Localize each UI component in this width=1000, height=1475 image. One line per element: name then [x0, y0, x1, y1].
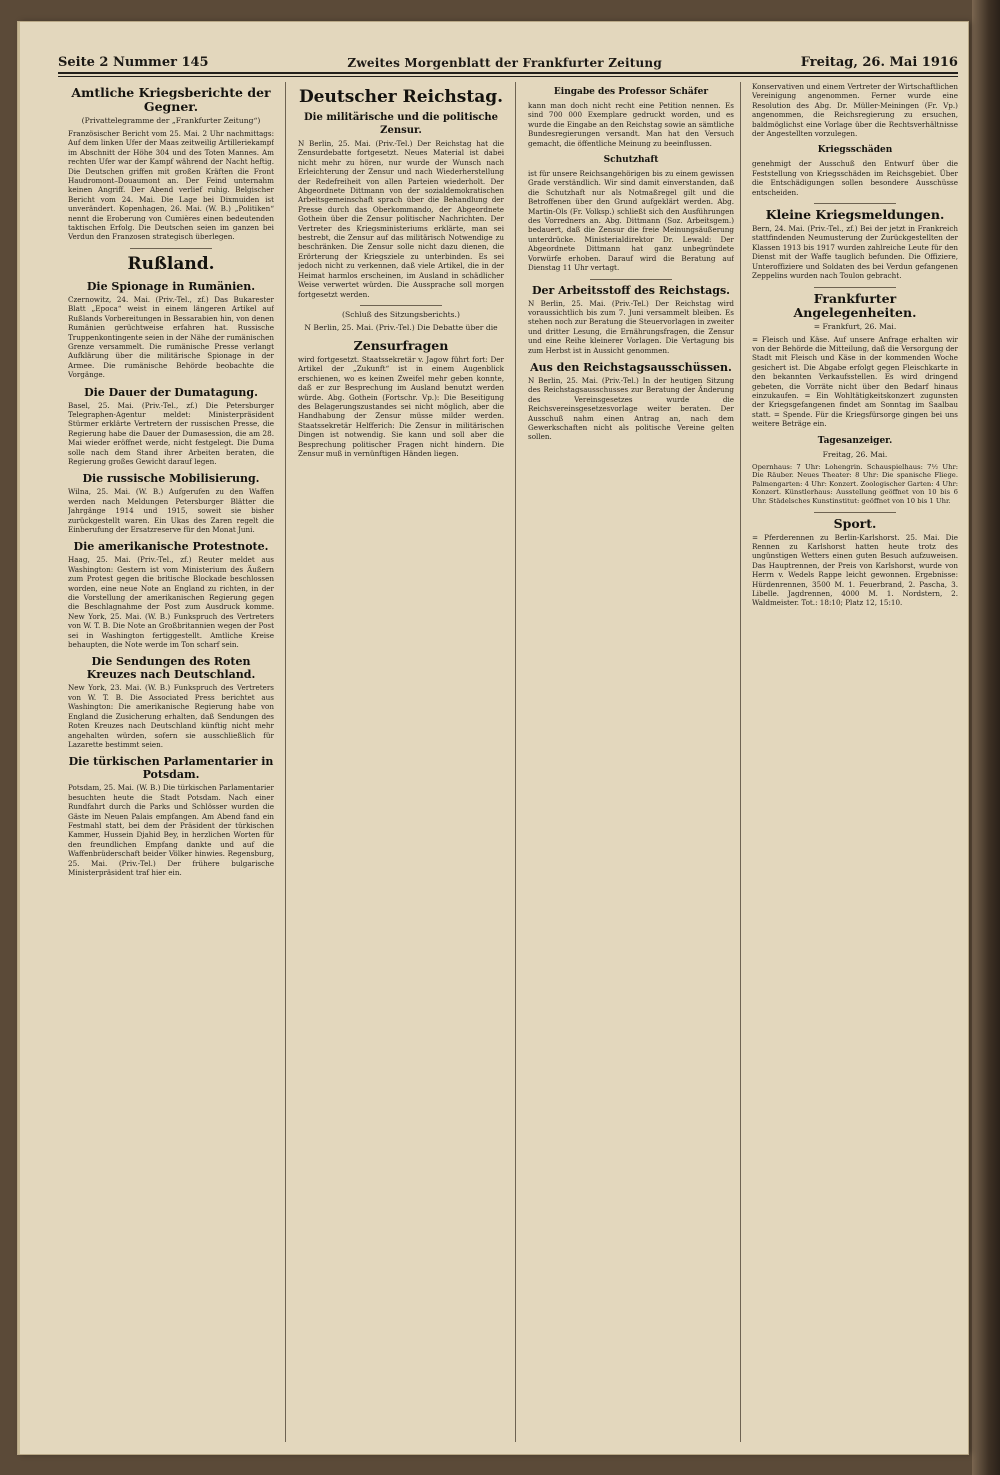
article-heading: Zensurfragen — [353, 337, 449, 353]
article — [68, 655, 274, 749]
article-heading: Schutzhaft — [603, 155, 659, 166]
masthead-rule — [58, 72, 958, 74]
article — [68, 386, 274, 467]
article-separator — [814, 512, 896, 513]
column-divider — [515, 82, 516, 1442]
article-body: kann man doch nicht recht eine Petition nennen. Es sind 700 000 Exemplare gedruckt worden, und es wurde die Eingabe an den Reichstag sowie an sämtliche Bundesregierungen versandt. Man hat den Versuch gemacht, die öffentliche Meinung zu beeinflussen. — [528, 101, 734, 148]
article-heading: Die Spionage in Rumänien. — [86, 279, 256, 293]
article-body: Basel, 25. Mai. (Priv.-Tel., zf.) Die Petersburger Telegraphen-Agentur meldet: Ministerpräsident Stürmer erklärte Vertretern der russischen Presse, die Regierung habe die Dauer der Dumasession, die am 28. Mai wieder eröffnet werde, nicht festgelegt. Die Duma solle nach dem Stand ihrer Arbeiten beraten, die Regierung großes Gewicht darauf legen. — [68, 400, 274, 466]
article-heading: Die amerikanische Protestnote. — [73, 540, 269, 554]
article-body: Czernowitz, 24. Mai. (Priv.-Tel., zf.) Das Bukarester Blatt „Epoca“ weist in einem längeren Artikel auf Rußlands Vorbereitungen in Bessarabien hin, von denen Rumänien gerüchtweise erfahren hat. Russische Truppenkontingente seien in der Nähe der rumänischen Grenze versammelt. Die rumänische Presse verlangt Aufklärung über die militärische Spionage in der Armee. Die rumänische Behörde beobachte die Vorgänge. — [68, 294, 274, 380]
article-body: N Berlin, 25. Mai. (Priv.-Tel.) Der Reichstag wird voraussichtlich bis zum 7. Juni versammelt bleiben. Es stehen noch zur Beratung die Steuervorlagen in zweiter und dritter Lesung, die Ernährungsfragen, die Zensur und eine Reihe kleinerer Vorlagen. Die Vertagung bis zum Herbst ist in Aussicht genommen. — [528, 298, 734, 355]
article — [752, 435, 958, 506]
article-body: Bern, 24. Mai. (Priv.-Tel., zf.) Bei der jetzt in Frankreich stattfindenden Neumusterung der Zurückgestellten der Klassen 1913 bis 1917 wurden zahlreiche Leute für den Dienst mit der Waffe tauglich befunden. Die Offiziere, Unteroffiziere und Soldaten des bei Verdun gefangenen Zeppelins wurden nach Toulon gebracht. — [752, 224, 958, 281]
column-4 — [752, 82, 958, 1442]
article-heading: Frankfurter Angelegenheiten. — [793, 290, 917, 320]
article-body: Opernhaus: 7 Uhr: Lohengrin. Schauspielhaus: 7½ Uhr: Die Räuber. Neues Theater: 8 Uhr: Die spanische Fliege. Palmengarten: 4 Uhr: Konzert. Zoologischer Garten: 4 Uhr: Konzert. Künstlerhaus: Ausstellung geöffnet von 10 bis 6 Uhr. Städelsches Kunstinstitut: geöffnet von 10 bis 1 Uhr. — [752, 462, 958, 505]
article — [752, 82, 958, 138]
article-heading: Die türkischen Parlamentarier in Potsdam. — [68, 755, 274, 782]
article-separator — [130, 248, 212, 249]
edition-label: Zweites Morgenblatt der Frankfurter Zeitung — [347, 56, 662, 70]
article-subheading: = Frankfurt, 26. Mai. — [813, 321, 897, 331]
article-heading: Die Sendungen des Roten Kreuzes nach Deutschland. — [86, 655, 256, 682]
article — [752, 208, 958, 280]
article-heading: Kriegsschäden — [817, 145, 893, 156]
article-heading: Rußland. — [127, 253, 215, 274]
article-body: N Berlin, 25. Mai. (Priv.-Tel.) In der heutigen Sitzung des Reichstagsausschusses zur Beratung der Änderung des Vereinsgesetzes wurde die Reichsvereinsgesetzesvorlage weiter beraten. Der Ausschuß nahm einen Antrag an, nach dem Gewerkschaften nicht als politische Vereine gelten sollen. — [528, 375, 734, 442]
article-separator — [814, 287, 896, 288]
article-body: Wilna, 25. Mai. (W. B.) Aufgerufen zu den Waffen werden nach Meldungen Petersburger Blätter die Jahrgänge 1914 und 1915, soweit sie bisher zurückgestellt waren. Ein Ukas des Zaren regelt die Einberufung der Ersatzreserve für den Monat Juni. — [68, 487, 274, 534]
article-subheading: N Berlin, 25. Mai. (Priv.-Tel.) Die Debatte über die — [304, 322, 498, 332]
article-body: genehmigt der Ausschuß den Entwurf über die Feststellung von Kriegsschäden im Reichsgebiet. Über die Entschädigungen sollen besondere Ausschüsse entscheiden. — [752, 159, 958, 197]
article — [752, 144, 958, 197]
article-body: Französischer Bericht vom 25. Mai. 2 Uhr nachmittags: Auf dem linken Ufer der Maas zeitweilig Artilleriekampf im Abschnitt der Höhe 304 und des Toten Mannes. Am rechten Ufer war der Kampf während der Nacht heftig. Die Deutschen griffen mit großen Kräften die Front Haudromont–Douaumont an. Der Feind unternahm keinen Angriff. Der Abend verlief ruhig. Belgischer Bericht vom 24. Mai. Die Lage bei Dixmuiden ist unverändert. Kopenhagen, 26. Mai. (W. B.) „Politiken“ nennt die Eroberung von Cumières einen bedeutenden taktischen Erfolg. Die Deutschen seien im ganzen bei Verdun den Franzosen strategisch überlegen. — [68, 129, 274, 242]
article-separator — [360, 305, 442, 306]
article — [68, 86, 274, 242]
article-body: = Pferderennen zu Berlin-Karlshorst. 25. Mai. Die Rennen zu Karlshorst hatten heute trotz des ungünstigen Wetters einen guten Besuch aufzuweisen. Das Hauptrennen, der Preis von Karlshorst, wurde von Herrn v. Wedels Rappe leicht gewonnen. Ergebnisse: Hürdenrennen, 3500 M. 1. Feuerbrand, 2. Pascha, 3. Libelle. Jagdrennen, 4000 M. 1. Nordstern, 2. Waldmeister. Tot.: 18:10; Platz 12, 15:10. — [752, 532, 958, 608]
article-body: New York, 23. Mai. (W. B.) Funkspruch des Vertreters von W. T. B. Die Associated Press berichtet aus Washington: Die amerikanische Regierung habe von England die Zusicherung erhalten, daß Sendungen des Roten Kreuzes nach Deutschland künftig nicht mehr angehalten würden, sofern sie ausschließlich für Lazarette bestimmt seien. — [68, 683, 274, 749]
article-heading: Deutscher Reichstag. — [298, 87, 504, 107]
article-heading: Aus den Reichstagsausschüssen. — [530, 360, 732, 374]
article — [68, 755, 274, 877]
page-masthead — [58, 50, 958, 70]
column-3 — [528, 82, 734, 1442]
article-body: = Fleisch und Käse. Auf unsere Anfrage erhalten wir von der Behörde die Mitteilung, daß die Versorgung der Stadt mit Fleisch und Käse in der kommenden Woche gesichert ist. Die Abgabe erfolgt gegen Fleischkarte in den bekannten Verkaufsstellen. Es wird dringend gebeten, die Vorräte nicht über den Bedarf hinaus einzukaufen. = Ein Wohltätigkeitskonzert zugunsten der Kriegsgefangenen findet am Sonntag im Saalbau statt. = Spende. Für die Kriegsfürsorge gingen bei uns weitere Beträge ein. — [752, 334, 958, 429]
article — [752, 292, 958, 429]
article-heading: Die russische Mobilisierung. — [82, 472, 260, 486]
column-2 — [298, 82, 504, 1442]
page-label: Seite 2 Nummer 145 — [58, 55, 209, 70]
article — [528, 86, 734, 148]
article — [528, 361, 734, 442]
article — [68, 255, 274, 274]
masthead-rule-thin — [58, 76, 958, 77]
article-heading: Sport. — [833, 515, 877, 531]
article — [68, 280, 274, 380]
article — [298, 88, 504, 299]
article — [528, 284, 734, 355]
article-subheading: Freitag, 26. Mai. — [822, 449, 888, 459]
article-heading: Kleine Kriegsmeldungen. — [765, 207, 945, 223]
article — [68, 540, 274, 649]
article — [298, 339, 504, 458]
column-1 — [68, 82, 274, 1442]
column-divider — [740, 82, 741, 1442]
article-heading: Der Arbeitsstoff des Reichstags. — [532, 283, 730, 297]
article-heading: Tagesanzeiger. — [817, 435, 893, 446]
article-body: N Berlin, 25. Mai. (Priv.-Tel.) Der Reichstag hat die Zensurdebatte fortgesetzt. Neues Material ist dabei nicht mehr zu hören, nur wurde der Wunsch nach Erleichterung der Zensur und nach Wiederherstellung der Redefreiheit von allen Parteien wiederholt. Der Abgeordnete Dittmann von der sozialdemokratischen Arbeitsgemeinschaft sprach über die Behandlung der Presse durch das Oberkommando, der Abgeordnete Gothein über die Zensur politischer Nachrichten. Der Vertreter des Kriegsministeriums erklärte, man sei bestrebt, die Zensur auf das militärisch Notwendige zu beschränken. Die Zensur solle nicht dazu dienen, die Erörterung der Kriegsziele zu unterbinden. Es sei jedoch nicht zu verkennen, daß viele Artikel, die in der Heimat harmlos erscheinen, im Ausland in schädlicher Weise verwertet würden. Die Aussprache soll morgen fortgesetzt werden. — [298, 139, 504, 299]
article — [68, 472, 274, 534]
article-separator — [814, 203, 896, 204]
article-heading: Eingabe des Professor Schäfer — [553, 87, 709, 97]
date-label: Freitag, 26. Mai 1916 — [800, 55, 958, 70]
article-heading: (Schluß des Sitzungsberichts.) — [342, 309, 460, 319]
article-body: wird fortgesetzt. Staatssekretär v. Jagow führt fort: Der Artikel der „Zukunft“ ist in einem Augenblick erschienen, wo es keinen Zweifel mehr geben konnte, daß er zur Besprechung im Ausland benutzt werden würde. Abg. Gothein (Fortschr. Vp.): Die Beseitigung des Belagerungszustandes sei nicht möglich, aber die Handhabung der Zensur müsse milder werden. Staatssekretär Helfferich: Die Zensur in militärischen Dingen ist notwendig. Sie kann und soll aber die Besprechung politischer Fragen nicht hindern. Die Zensur muß in vernünftigen Händen liegen. — [298, 354, 504, 458]
article-body: ist für unsere Reichsangehörigen bis zu einem gewissen Grade verständlich. Wir sind damit einverstanden, daß die Schutzhaft nur als Notmaßregel gilt und die Betroffenen über den Grund aufgeklärt werden. Abg. Martin-Ols (Fr. Volksp.) schließt sich den Ausführungen des Vorredners an. Abg. Dittmann (Soz. Arbeitsgem.) bedauert, daß die Zensur die freie Meinungsäußerung unterdrücke. Ministerialdirektor Dr. Lewald: Der Abgeordnete Dittmann hat ganz unbegründete Vorwürfe erhoben. Darauf wird die Beratung auf Dienstag 11 Uhr vertagt. — [528, 169, 734, 273]
book-spine — [972, 0, 1000, 1475]
page-edge — [18, 22, 20, 1454]
article-subheading: Die militärische und die politische Zensur. — [304, 112, 498, 136]
article — [752, 517, 958, 608]
column-divider — [285, 82, 286, 1442]
article-body: Haag, 25. Mai. (Priv.-Tel., zf.) Reuter meldet aus Washington: Gestern ist vom Ministerium des Äußern zum Protest gegen die britische Blockade beschlossen worden, eine neue Note an England zu richten, in der die Vorstellung der amerikanischen Regierung gegen die Beschlagnahme der Post zum Ausdruck komme. New York, 25. Mai. (W. B.) Funkspruch des Vertreters von W. T. B. Die Note an Großbritannien wegen der Post sei in Washington fertiggestellt. Amtliche Kreise behaupten, die Note werde im Ton scharf sein. — [68, 555, 274, 650]
article-subheading: (Privattelegramme der „Frankfurter Zeitung“) — [81, 116, 261, 125]
article-body: Konservativen und einem Vertreter der Wirtschaftlichen Vereinigung angenommen. Ferner wurde eine Resolution des Abg. Dr. Müller-Meiningen (Fr. Vp.) angenommen, die Reichsregierung zu ersuchen, baldmöglichst eine Vorlage über die Rechtsverhältnisse der Angestellten vorzulegen. — [752, 82, 958, 139]
article-heading: Die Dauer der Dumatagung. — [84, 385, 258, 399]
article-heading: Amtliche Kriegsberichte der Gegner. — [71, 85, 271, 114]
article — [298, 310, 504, 333]
article-body: Potsdam, 25. Mai. (W. B.) Die türkischen Parlamentarier besuchten heute die Stadt Potsdam. Nach einer Rundfahrt durch die Parks und Schlösser wurden die Gäste im Neuen Palais empfangen. Am Abend fand ein Festmahl statt, bei dem der Präsident der türkischen Kammer, Hussein Djahid Bey, in herzlichen Worten für den freundlichen Empfang dankte und auf die Waffenbrüderschaft beider Völker hinwies. Regensburg, 25. Mai. (Priv.-Tel.) Der frühere bulgarische Ministerpräsident traf hier ein. — [68, 783, 274, 877]
article — [528, 154, 734, 272]
article-separator — [590, 279, 672, 280]
